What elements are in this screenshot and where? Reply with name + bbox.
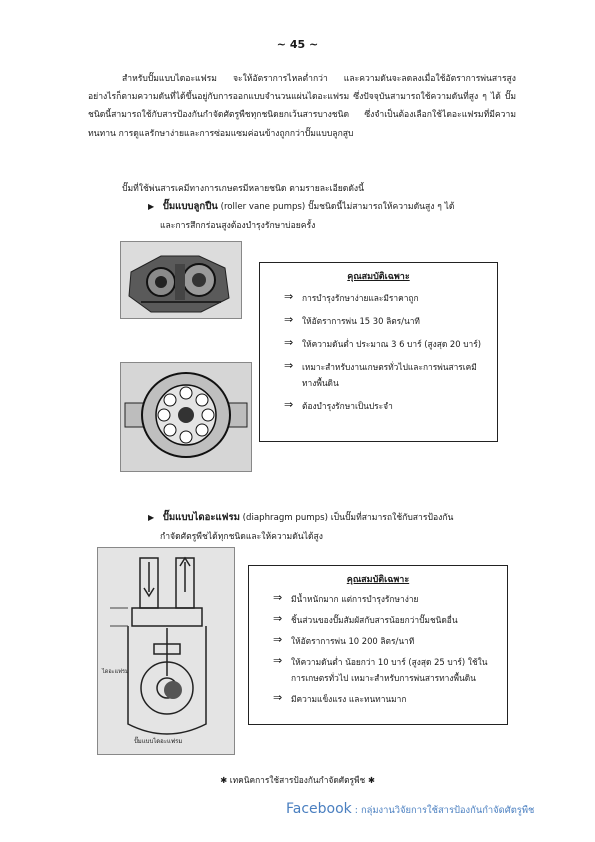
facebook-group: กลุ่มงานวิจัยการใช้สารป้องกันกำจัดศัตรูพืช [360, 805, 535, 816]
section-title-en: (roller vane pumps) [220, 202, 306, 212]
arrow-right-icon: ⇒ [273, 612, 283, 625]
section-diaphragm [148, 508, 520, 547]
features-title: คุณสมบัติเฉพาะ [346, 575, 410, 585]
section-title: ปั๊มแบบลูกปืน [162, 201, 218, 212]
body-paragraph: สำหรับปั๊มแบบไดอะแฟรม จะให้อัตราการไหลต่ำกว่า และความดันจะลดลงเมื่อใช้อัตราการพ่นสารสูง อย่างไรก็ตามความดันที่ได้ขึ้นอยู่กับการออกแบบจำนวนแผ่นไดอะแฟรม ซึ่งปัจจุบันสามารถใช้ความดันที่สูง ๆ ได้ ปั๊มชนิดนี้สามารถใช้กับสารป้องกันกำจัดศัตรูพืชทุกชนิดยกเว้นสารบางชนิด ซึ่งจำเป็นต้องเลือกใช้ไดอะแฟรมที่มีความทนทาน การดูแลรักษาง่ายและการซ่อมแซมค่อนข้างถูกกว่าปั๊มแบบลูกสูบ [88, 74, 516, 139]
facebook-brand: Facebook [286, 801, 352, 817]
arrow-right-icon: ⇒ [273, 591, 283, 604]
feature-item: ⇒ มีความแข็งแรง และทนทานมาก [273, 691, 499, 707]
bullet-triangle-icon: ▶ [148, 513, 155, 522]
roller-pump-photo [120, 241, 242, 319]
section-desc-line2: กำจัดศัตรูพืชได้ทุกชนิดและให้ความดันได้สูง [160, 532, 324, 542]
section-desc: ปั๊มชนิดนี้ไม่สามารถให้ความดันสูง ๆ ได้ [308, 202, 455, 212]
features-box-diaphragm [248, 565, 508, 725]
section-title-en: (diaphragm pumps) [242, 513, 328, 523]
facebook-credit [286, 801, 534, 818]
diaphragm-pump-diagram [97, 547, 235, 755]
figure-caption: ปั๊มแบบไดอะแฟรม [134, 738, 183, 745]
feature-item: ⇒ ให้อัตราการพ่น 15 30 ลิตร/นาที [284, 313, 489, 329]
arrow-right-icon: ⇒ [284, 336, 294, 349]
features-title: คุณสมบัติเฉพาะ [347, 272, 410, 282]
page-number: ~ 45 ~ [276, 38, 319, 51]
facebook-separator: : [354, 805, 358, 816]
feature-item: ⇒ ต้องบำรุงรักษาเป็นประจำ [284, 398, 489, 414]
arrow-right-icon: ⇒ [284, 359, 294, 372]
feature-item: ⇒ การบำรุงรักษาง่ายและมีราคาถูก [284, 290, 489, 306]
section-desc-line2: และการสึกกร่อนสูงต้องบำรุงรักษาบ่อยครั้ง [160, 221, 316, 231]
feature-item: ⇒ ชิ้นส่วนของปั๊มสัมผัสกับสารน้อยกว่าปั๊มชนิดอื่น [273, 612, 499, 628]
roller-pump-diagram [120, 362, 252, 472]
arrow-right-icon: ⇒ [273, 691, 283, 704]
diaphragm-label: ไดอะแฟรม [102, 669, 129, 675]
arrow-right-icon: ⇒ [284, 398, 294, 411]
arrow-right-icon: ⇒ [284, 313, 294, 326]
intro-line: ปั๊มที่ใช้พ่นสารเคมีทางการเกษตรมีหลายชนิด ตามรายละเอียดดังนี้ [122, 184, 364, 194]
feature-item: ⇒ เหมาะสำหรับงานเกษตรทั่วไปและการพ่นสารเคมีทางพื้นดิน [284, 359, 489, 391]
section-roller-vane [148, 197, 520, 236]
section-desc: เป็นปั๊มที่สามารถใช้กับสารป้องกัน [330, 513, 454, 523]
feature-item: ⇒ ให้ความดันต่ำ น้อยกว่า 10 บาร์ (สูงสุด 25 บาร์) ใช้ในการเกษตรทั่วไป เหมาะสำหรับการพ่นสารทางพื้นดิน [273, 654, 499, 686]
feature-item: ⇒ ให้ความดันต่ำ ประมาณ 3 6 บาร์ (สูงสุด 20 บาร์) [284, 336, 489, 352]
arrow-right-icon: ⇒ [273, 633, 283, 646]
arrow-right-icon: ⇒ [284, 290, 294, 303]
footer-note: ✱ เทคนิคการใช้สารป้องกันกำจัดศัตรูพืช ✱ [220, 775, 375, 785]
arrow-right-icon: ⇒ [273, 654, 283, 667]
section-title: ปั๊มแบบไดอะแฟรม [162, 512, 240, 523]
feature-item: ⇒ มีน้ำหนักมาก แต่การบำรุงรักษาง่าย [273, 591, 499, 607]
feature-item: ⇒ ให้อัตราการพ่น 10 200 ลิตร/นาที [273, 633, 499, 649]
features-box-roller [259, 262, 498, 442]
bullet-triangle-icon: ▶ [148, 202, 155, 211]
